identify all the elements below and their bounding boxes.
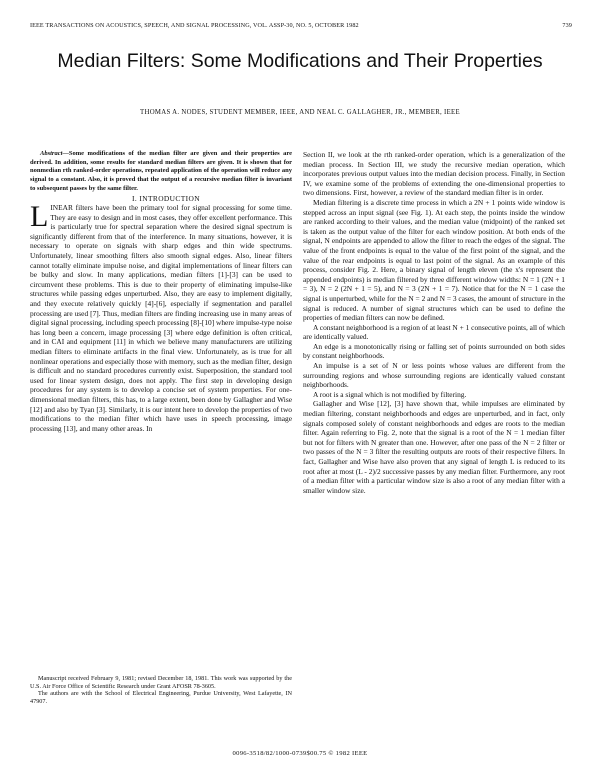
- footnote-affiliation: The authors are with the School of Electrical Engineering, Purdue University, West Lafayette, IN 47907.: [30, 690, 292, 705]
- right-column: [303, 150, 565, 495]
- definition-impulse: An impulse is a set of N or less points whose values are different from the surrounding regions and whose surrounding regions are identically valued constant neighborhoods.: [303, 361, 565, 390]
- paper-title: Median Filters: Some Modifications and Their Properties: [57, 50, 543, 72]
- definition-edge: An edge is a monotonically rising or falling set of points surrounded on both sides by constant neighborhoods.: [303, 341, 565, 361]
- abstract-label: Abstract: [40, 150, 63, 157]
- author-line: THOMAS A. NODES, STUDENT MEMBER, IEEE, AND NEAL C. GALLAGHER, JR., MEMBER, IEEE: [140, 109, 460, 116]
- footnote-received: Manuscript received February 9, 1981; revised December 18, 1981. This work was supported by the U.S. Air Force Office of Scientific Research under Grant AFOSR 78-3605.: [30, 675, 292, 690]
- intro-paragraph: [30, 200, 292, 433]
- right-paragraph-7: Gallagher and Wise [12], [3] have shown that, while impulses are eliminated by median filtering, constant neighborhoods and edges are unperturbed, and in fact, only signals composed solely of constant neighborhoods and edges are roots to the median filter. Again referring to Fig. 2, note that the signal is a root of the N = 1 median filter but not for filters with N greater than one. However, after one pass of the N = 2 filter or two passes of the N = 3 filter the resulting outputs are roots of their respective filters. In fact, Gallagher and Wise have also proven that any signal of length L is reduced to its root after at most (L - 2)/2 successive passes by any median filter. Furthermore, any root of a median filter with a particular window size is also a root of any median filter with a smaller window size.: [303, 399, 565, 495]
- page-number: 739: [562, 22, 572, 29]
- left-column: [30, 150, 292, 433]
- definition-root: A root is a signal which is not modified by filtering.: [313, 389, 467, 399]
- drop-cap: L: [30, 200, 49, 234]
- journal-header: IEEE TRANSACTIONS ON ACOUSTICS, SPEECH, AND SIGNAL PROCESSING, VOL. ASSP-30, NO. 5, OCTOBER 1982: [30, 22, 359, 29]
- definition-constant-neighborhood: A constant neighborhood is a region of at least N + 1 consecutive points, all of which are identically valued.: [303, 322, 565, 342]
- right-paragraph-1: Section II, we look at the rth ranked-order operation, which is a generalization of the median process. In Section III, we study the recursive median operation, which incorporates previous output values into the median decision process. Finally, in Section IV, we examine some of the problems of extending the one-dimensional properties to two dimensions. First, however, a review of the standard median filter is in order.: [303, 150, 565, 198]
- abstract-text: Some modifications of the median filter are given and their properties are derived. In addition, some results for standard median filters are given. It is shown that for nonmedian rth ranked-order operations, repeated application of the operation will reduce any signal to a constant. Also, it is proved that the output of a recursive median filter is invariant to subsequent passes by the same filter.: [30, 150, 292, 192]
- running-head: [30, 22, 572, 29]
- footnote: [30, 675, 292, 705]
- abstract: Abstract—Some modifications of the median filter are given and their properties are derived. In addition, some results for standard median filters are given. It is shown that for nonmedian rth ranked-order operations, repeated application of the operation will reduce any signal to a constant. Also, it is proved that the output of a recursive median filter is invariant to subsequent passes by the same filter.: [30, 150, 292, 192]
- intro-text: INEAR filters have been the primary tool for signal processing for some time. They are easy to design and in most cases, they offer excellent performance. This is particularly true for spectral separation where the desired signal spectrum is significantly different from that of the interference. In many situations, however, it is necessary to operate on signals with sharp edges and thin wide spectrums. Unfortunately, linear smoothing filters also smooth signal edges. Also, linear filters cannot totally eliminate impulse noise, and digital implementations of linear filters can be bulky and slow. In many applications, median filters [1]-[3] can be used to circumvent these problems. This is due to their property of eliminating impulse-like structures while passing edges unperturbed. Also, they are easy to implement digitally, and they execute relatively quickly [4]-[6], especially if segmentation and parallel processing are used [7]. Thus, median filters are finding increasing use in many areas of digital signal processing, including speech processing [8]-[10] where impulse-type noise has long been a concern, image processing [3] where edge definition is often critical, and in CAI and equipment [11] in which we believe many manufacturers are utilizing median filters to eliminate artifacts in the final view. Unfortunately, as is true for all nonlinear operations and especially those with memory, such as the median filter, design is difficult and no standard procedures currently exist. Superposition, the standard tool used for linear system design, does not apply. The first step in developing design procedures for any system is to develop a concise set of system properties. For one-dimensional median filters, this has, to a large extent, been done by Gallagher and Wise [12] and also by Tyan [3]. Similarly, it is our intent here to develop the properties of two modifications to the median filter which have uses in speech processing, image processing [13], and many other areas. In: [30, 203, 292, 433]
- section-heading: I. INTRODUCTION: [132, 193, 200, 203]
- copyright-line: 0096-3518/82/1000-0739$00.75 © 1982 IEEE: [232, 750, 368, 757]
- right-paragraph-2: Median filtering is a discrete time process in which a 2N + 1 points wide window is stepped across an input signal (see Fig. 1). At each step, the points inside the window are ranked according to their values, and the median value (midpoint) of the ranked set is taken as the output value of the filter for each window position. At both ends of the signal, N endpoints are appended to allow the filter to reach the edges of the signal. The value of the front endpoints is equal to the value of the first point of the signal, and the value of the rear endpoints is equal to last point of the signal. As an example of this process, consider Fig. 2. Here, a binary signal of length eleven (the x's represent the appended endpoints) is median filtered by three different window widths: N = 1 (2N + 1 = 3), N = 2 (2N + 1 = 5), and N = 3 (2N + 1 = 7). Notice that for the N = 1 case the signal is unperturbed, while for the N = 2 and N = 3 cases, the amount of structure in the signal is reduced. A number of signal structures which can be used to define the properties of median filters can now be defined.: [303, 197, 565, 323]
